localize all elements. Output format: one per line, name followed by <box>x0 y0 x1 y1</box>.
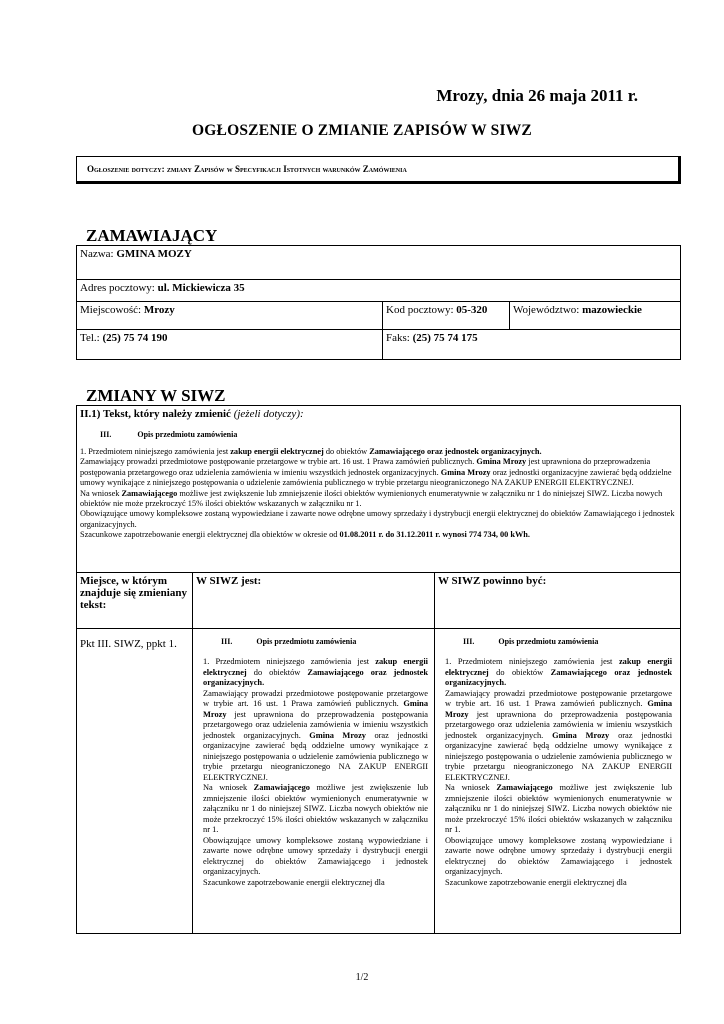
col2-p2-bold2: Gmina Mrozy <box>309 730 366 740</box>
notice-box <box>76 156 681 184</box>
p2-bold: Gmina Mrozy <box>476 457 527 467</box>
col1-value-text: Pkt III. SIWZ, ppkt 1. <box>80 638 177 650</box>
col3-p3-bold: Zamawiającego <box>496 783 553 792</box>
col3-p1-text: 1. Przedmiotem niniejszego zamówienia jest <box>445 657 613 666</box>
col2-sub-title: Opis przedmiotu zamówienia <box>256 637 357 646</box>
p1-bold2: Zamawiającego oraz jednostek organizacyjnych. <box>369 447 542 456</box>
col1-value <box>77 629 193 934</box>
zamawiajacy-heading: ZAMAWIAJĄCY <box>86 226 218 245</box>
nazwa-cell <box>77 246 681 280</box>
woj-cell <box>510 302 681 330</box>
col3-p1-bold2: Zamawiającego oraz jednostek organizacyjnych. <box>445 667 673 687</box>
col2-p2-bold: Gmina Mrozy <box>203 699 429 719</box>
col3-p1-bold: zakup energii elektrycznej <box>445 657 673 677</box>
col2-p4-text: Obowiązujące umowy kompleksowe zostaną wypowiedziane i zawarte nowe odrębne umowy sprzedaży i dystrybucji energii elektrycznej do obiektów Zamawiającego i jednostek organizacyjnych. <box>203 835 428 876</box>
col2-sub-num: III. <box>221 637 233 646</box>
nazwa-value: GMINA MOZY <box>116 248 192 260</box>
p1-bold: zakup energii elektrycznej <box>230 447 324 456</box>
faks-value: (25) 75 74 175 <box>412 332 478 344</box>
zmiany-table <box>76 405 681 934</box>
notice-value: zmiany Zapisów w Specyfikacji Istotnych warunków Zamówienia <box>166 164 407 174</box>
col3-content <box>435 629 681 934</box>
kod-value: 05-320 <box>456 304 488 316</box>
miejscowosc-label: Miejscowość: <box>80 304 142 316</box>
col2-p5-text: Szacunkowe zapotrzebowanie energii elektrycznej dla <box>203 877 385 887</box>
tel-value: (25) 75 74 190 <box>102 332 168 344</box>
col3-p2-text3: oraz jednostki organizacyjne zawierać będą oddzielne umowy wynikające z niniejszego postępowania o udzielenie zamówienia publicznego w trybie przetargu nieograniczonego NA ZAKUP ENERGII ELEKTRYCZNEJ. <box>445 730 673 782</box>
col2-p3-text2: możliwe jest zwiększenie lub zmniejszenie ilości obiektów wymienionych enumeratywnie w załączniku nr 1 do niniejszej SIWZ. Liczba nowych obiektów nie może przekroczyć 15% ilości obiektów wskazanych w załączniku nr 1. <box>203 783 429 834</box>
col2-content <box>193 629 435 934</box>
col2-p2-text2: jest uprawniona do przeprowadzenia postępowania przetargowego oraz udzielenia zamówienia w imieniu wszystkich jednostek organizacyjnych. <box>203 709 428 740</box>
document-title: OGŁOSZENIE O ZMIANIE ZAPISÓW W SIWZ <box>192 122 532 139</box>
p5-text: Szacunkowe zapotrzebowanie energii elektrycznej dla obiektów w okresie od <box>80 530 338 540</box>
col3-p3-text2: możliwe jest zwiększenie lub zmniejszenie ilości obiektów wymienionych enumeratywnie w załączniku nr 1 do niniejszej SIWZ. Liczba nowych obiektów nie może przekroczyć 15% ilości obiektów wskazanych w załączniku nr 1. <box>445 783 673 834</box>
col2-p2-text3: oraz jednostki organizacyjne zawierać będą oddzielne umowy wynikające z niniejszego postępowania o udzielenie zamówienia publicznego w trybie przetargu nieograniczonego NA ZAKUP ENERGII ELEKTRYCZNEJ. <box>203 730 429 782</box>
col3-header <box>435 573 681 629</box>
sub-num: III. <box>100 430 112 439</box>
col3-p2-bold2: Gmina Mrozy <box>552 730 610 740</box>
col3-sub-num: III. <box>463 637 475 646</box>
col2-p1-text2: do obiektów <box>253 667 301 677</box>
col3-sub-title: Opis przedmiotu zamówienia <box>498 637 599 646</box>
woj-label: Województwo: <box>513 304 580 316</box>
section-text-cell <box>77 406 681 573</box>
col3-p2-text: Zamawiający prowadzi przedmiotowe postępowanie przetargowe w trybie art. 16 ust. 1 Prawa zamówień publicznych. <box>445 688 673 708</box>
p3-bold: Zamawiającego <box>121 488 178 498</box>
col2-header <box>193 573 435 629</box>
section-body <box>80 447 677 541</box>
p2-bold2: Gmina Mrozy <box>440 467 491 477</box>
document-date: Mrozy, dnia 26 maja 2011 r. <box>436 86 638 105</box>
tel-label: Tel.: <box>80 332 100 344</box>
col3-p5-text: Szacunkowe zapotrzebowanie energii elektrycznej dla <box>445 877 627 887</box>
col3-header-text: W SIWZ powinno być: <box>438 575 547 587</box>
kod-cell <box>383 302 510 330</box>
sub-title: Opis przedmiotu zamówienia <box>137 430 238 439</box>
col2-p1-bold: zakup energii elektrycznej <box>203 657 429 677</box>
nazwa-label: Nazwa: <box>80 248 114 260</box>
p2-text2: jest uprawniona do przeprowadzenia postępowania przetargowego oraz udzielenia zamówienia w imieniu wszystkich jednostek organizacyjnych. <box>80 457 651 477</box>
adres-label: Adres pocztowy: <box>80 282 155 294</box>
col3-p2-text2: jest uprawniona do przeprowadzenia postępowania przetargowego oraz udzielenia zamówienia w imieniu wszystkich jednostek organizacyjnych. <box>445 709 673 740</box>
col2-p1-bold2: Zamawiającego oraz jednostek organizacyjnych. <box>203 667 429 687</box>
woj-value: mazowieckie <box>582 304 642 316</box>
p1-text: 1. Przedmiotem niniejszego zamówienia jest <box>80 447 229 456</box>
kod-label: Kod pocztowy: <box>386 304 454 316</box>
p3-text: Na wniosek <box>80 488 120 498</box>
section-note: (jeżeli dotyczy): <box>233 408 304 420</box>
col3-p2-bold: Gmina Mrozy <box>445 699 673 719</box>
p3-text2: możliwe jest zwiększenie lub zmniejszenie ilości obiektów wymienionych enumeratywnie w załączniku nr 1 do niniejszej SIWZ. Liczba nowych obiektów nie może przekroczyć 15% ilości obiektów wskazanych w załączniku nr 1. <box>80 488 663 509</box>
p2-text3: oraz jednostki organizacyjne zawierać będą oddzielne umowy wynikające z niniejszego postępowania o udzielenie zamówienia publicznego w trybie przetargu nieograniczonego NA ZAKUP ENERGII ELEKTRYCZNEJ. <box>80 467 672 488</box>
miejscowosc-value: Mrozy <box>143 304 175 316</box>
p4-text: Obowiązujące umowy kompleksowe zostaną wypowiedziane i zawarte nowe odrębne umowy sprzedaży i dystrybucji energii elektrycznej do obiektów Zamawiającego i jednostek organizacyjnych. <box>80 509 675 529</box>
tel-cell <box>77 330 383 360</box>
col2-p3-text: Na wniosek <box>203 783 248 792</box>
col1-header-text: Miejsce, w którym znajduje się zmieniany tekst: <box>80 575 187 611</box>
p5-bold: 01.08.2011 r. do 31.12.2011 r. wynosi 774 734, 00 kWh. <box>339 530 530 540</box>
col3-p3-text: Na wniosek <box>445 783 490 792</box>
col2-header-text: W SIWZ jest: <box>196 575 262 587</box>
page-number: 1/2 <box>355 972 369 983</box>
notice-line <box>87 164 407 174</box>
faks-label: Faks: <box>386 332 410 344</box>
section-label: II.1) Tekst, który należy zmienić <box>80 408 231 420</box>
faks-cell <box>383 330 681 360</box>
p2-text: Zamawiający prowadzi przedmiotowe postępowanie przetargowe w trybie art. 16 ust. 1 Prawa zamówień publicznych. <box>80 457 475 467</box>
p1-text2: do obiektów <box>325 447 368 456</box>
notice-label: Ogłoszenie dotyczy: <box>87 164 165 174</box>
col2-p2-text: Zamawiający prowadzi przedmiotowe postępowanie przetargowe w trybie art. 16 ust. 1 Prawa zamówień publicznych. <box>203 688 428 708</box>
col3-p4-text: Obowiązujące umowy kompleksowe zostaną wypowiedziane i zawarte nowe odrębne umowy sprzedaży i dystrybucji energii elektrycznej do obiektów Zamawiającego i jednostek organizacyjnych. <box>445 835 673 876</box>
col1-header <box>77 573 193 629</box>
col2-p3-bold: Zamawiającego <box>253 783 310 792</box>
adres-value: ul. Mickiewicza 35 <box>157 282 245 294</box>
zmiany-heading: ZMIANY W SIWZ <box>86 386 226 405</box>
miejscowosc-cell <box>77 302 383 330</box>
zamawiajacy-table <box>76 245 681 360</box>
col2-p1-text: 1. Przedmiotem niniejszego zamówienia jest <box>203 657 370 666</box>
col3-p1-text2: do obiektów <box>496 667 544 677</box>
adres-cell <box>77 280 681 302</box>
